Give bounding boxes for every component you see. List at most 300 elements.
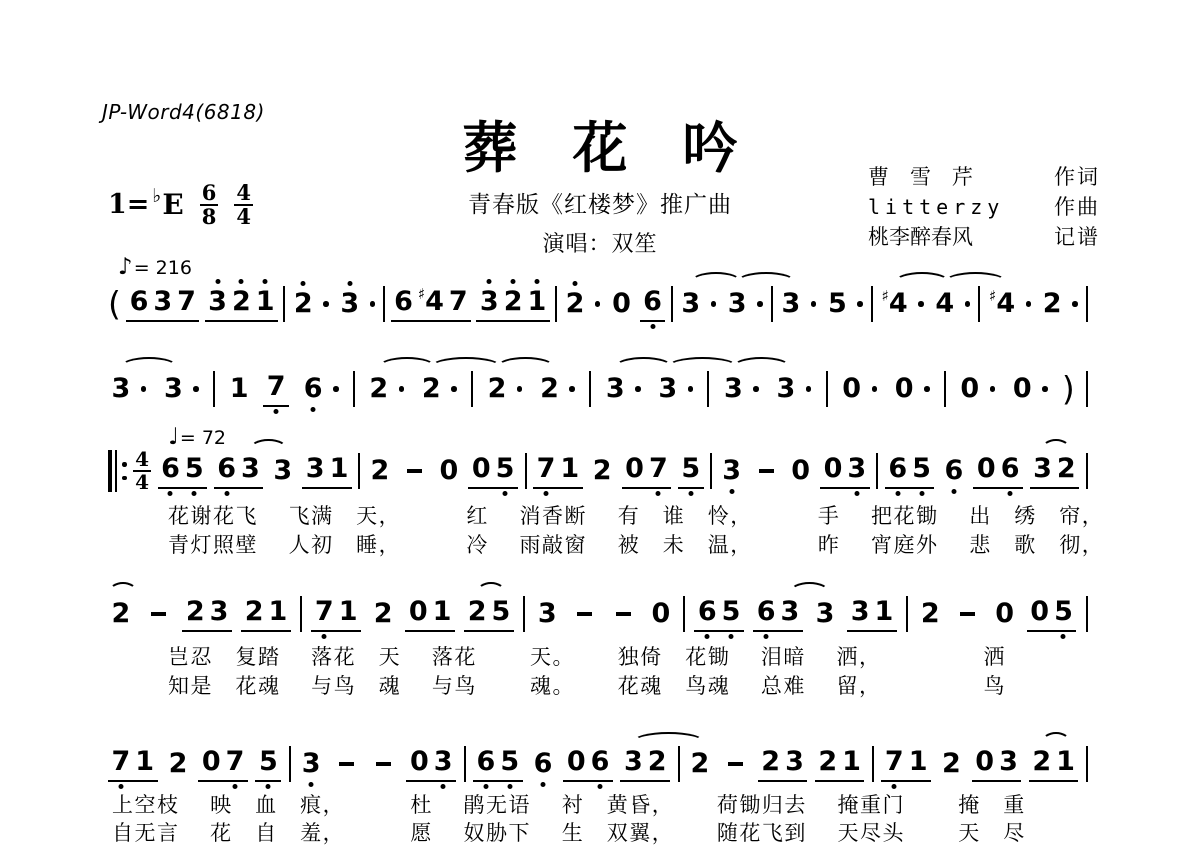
note: 6 — [304, 374, 323, 404]
duration-dash — [335, 749, 358, 779]
beam-group — [620, 747, 670, 782]
octave-dot-low — [544, 491, 549, 496]
credit-role: 记谱 — [1054, 225, 1100, 249]
augmentation-dot — [141, 386, 147, 392]
note: 2 — [487, 373, 507, 404]
rest-note: 0 — [791, 455, 811, 486]
octave-dot-low — [168, 491, 173, 496]
repeat-bar-thick — [108, 450, 112, 492]
note: 1 — [528, 287, 547, 317]
beam-group — [311, 597, 361, 632]
time-signature — [234, 182, 253, 228]
note-group — [165, 749, 191, 779]
note-group — [719, 456, 745, 486]
augmentation-dot — [451, 386, 457, 392]
beam-group — [476, 287, 549, 322]
note: 5 — [491, 595, 511, 627]
octave-dot-low — [266, 784, 271, 789]
lyric-line: 自无言 花 自 羞， 愿 奴胁下 生 双翼， 随花飞到 天尽头 天 尽 — [112, 821, 1026, 845]
note: 5 — [827, 288, 847, 319]
beam-group — [391, 284, 472, 322]
notation-system — [108, 582, 1088, 646]
note-group — [655, 374, 696, 404]
barline — [1086, 286, 1088, 322]
tie-slur-arc — [895, 272, 949, 291]
augmentation-dot — [924, 386, 930, 392]
beam-group — [694, 597, 744, 632]
note: 2 — [1032, 745, 1052, 777]
beam-group — [205, 287, 278, 322]
note: 3 — [776, 373, 796, 404]
octave-dot-low — [854, 491, 859, 496]
note: 3 — [785, 745, 804, 777]
note: 3 — [623, 745, 643, 777]
octave-dot-low — [233, 784, 238, 789]
beam-group — [533, 454, 583, 489]
octave-dot-low — [656, 491, 661, 496]
note-group — [891, 374, 932, 404]
credit-role: 作词 — [1054, 165, 1100, 189]
note: 6 — [698, 597, 717, 627]
time-sig-numerator: 4 — [135, 447, 149, 472]
barline — [523, 596, 525, 632]
note: 1 — [329, 452, 349, 484]
tie-slur-arc — [477, 582, 505, 601]
note: 6 — [945, 456, 964, 486]
note: 5 — [500, 747, 519, 777]
beam-group — [302, 454, 352, 489]
key-prefix: 1= — [108, 189, 150, 221]
note: 1 — [432, 595, 452, 627]
repeat-start-sign — [108, 450, 127, 492]
credit-row — [868, 222, 1100, 252]
octave-dot-low — [892, 784, 897, 789]
beam-group — [1027, 597, 1077, 632]
note: 2 — [818, 745, 838, 777]
rest-note: 0 — [201, 745, 221, 777]
barline — [525, 453, 527, 489]
octave-dot-low — [503, 491, 508, 496]
note: 7 — [448, 285, 468, 317]
beam-group — [241, 597, 291, 632]
beam-group — [972, 747, 1022, 782]
note: 2 — [761, 745, 781, 777]
note-group — [418, 374, 459, 404]
tie-slur-arc — [737, 272, 795, 291]
note: 3 — [164, 373, 183, 404]
credit-name: 桃李醉春风 — [868, 225, 973, 249]
note: 3 — [241, 452, 260, 484]
note: 1 — [268, 595, 288, 627]
barline — [1086, 371, 1088, 407]
note-group — [941, 456, 967, 486]
note: 3 — [781, 288, 801, 319]
note: 7 — [177, 285, 196, 317]
note-group — [609, 599, 639, 629]
duration-dash — [724, 749, 747, 779]
duration-dash — [573, 599, 596, 629]
barline — [978, 286, 980, 322]
note: 2 — [690, 748, 710, 779]
note-group — [878, 289, 927, 319]
note-group — [589, 456, 615, 486]
rest-note: 0 — [409, 745, 429, 777]
note: 2 — [244, 595, 264, 627]
note: 7 — [649, 454, 668, 484]
note: 6 — [888, 454, 907, 484]
rest-note: 0 — [960, 373, 980, 404]
barline — [589, 371, 591, 407]
notation-system — [108, 357, 1088, 421]
beam-group — [881, 747, 931, 782]
notation-system — [108, 439, 1088, 503]
beam-group — [563, 747, 613, 782]
dash — [339, 762, 354, 765]
note: 2 — [467, 595, 487, 627]
note-group — [298, 749, 324, 779]
octave-dot-low — [951, 489, 956, 494]
note: 3 — [605, 373, 625, 404]
octave-dot-low — [688, 491, 693, 496]
note: 6 — [591, 747, 610, 777]
note: 1 — [229, 373, 249, 404]
note-group — [108, 374, 149, 404]
note: 5 — [185, 454, 204, 484]
flat-icon: ♭ — [152, 184, 162, 207]
rest-note: 0 — [1012, 373, 1032, 404]
beam-group — [820, 454, 870, 489]
tie-slur-arc — [109, 582, 137, 601]
note: 2 — [421, 373, 441, 404]
beam-group — [464, 597, 514, 632]
note: 1 — [338, 595, 358, 627]
augmentation-dot — [806, 386, 812, 392]
note: 3 — [209, 595, 229, 627]
note: 3 — [1033, 452, 1052, 484]
note: 7 — [112, 747, 131, 777]
barline — [671, 286, 673, 322]
barline — [872, 746, 874, 782]
duration-dash — [403, 456, 426, 486]
note-group — [992, 599, 1018, 629]
note: 6 — [477, 747, 496, 777]
barline — [707, 371, 709, 407]
credit-name: 曹 雪 芹 — [868, 165, 973, 189]
octave-dot-high — [573, 281, 578, 286]
note-group — [331, 749, 361, 779]
octave-dot-high — [511, 279, 516, 284]
credit-row — [868, 162, 1100, 192]
note-group — [839, 374, 880, 404]
note: 6 — [394, 285, 413, 317]
octave-dot-high — [263, 279, 268, 284]
beam-group — [753, 597, 803, 632]
barline — [300, 596, 302, 632]
beam-group — [198, 747, 248, 782]
dash — [759, 469, 774, 472]
augmentation-dot — [753, 386, 759, 392]
note: 3 — [273, 455, 293, 486]
tie-slur-arc — [733, 357, 790, 376]
note-group — [367, 456, 393, 486]
octave-dot-low — [322, 634, 327, 639]
lyric-line: 花谢花飞 飞满 天， 红 消香断 有 谁 怜， 手 把花锄 出 绣 帘， — [168, 504, 1105, 528]
rest-note: 0 — [439, 455, 459, 486]
rest-note: 0 — [625, 452, 644, 484]
tie-slur-arc — [121, 357, 178, 376]
note: 3 — [724, 373, 743, 404]
note: 5 — [681, 454, 700, 484]
beam-group — [640, 287, 666, 322]
time-sig-numerator: 6 — [201, 180, 217, 205]
note: 7 — [537, 454, 556, 484]
note: 6 — [1001, 454, 1020, 484]
lyric-line: 知是 花魂 与鸟 魂 与鸟 魂。 花魂 鸟魂 总难 留， 鸟 — [168, 674, 1007, 698]
note: 3 — [111, 373, 131, 404]
note-group — [724, 289, 765, 319]
repeat-bar-thin — [115, 450, 117, 492]
note: ♯ 4 — [989, 289, 1015, 319]
beam-group — [473, 747, 523, 782]
sharp-icon: ♯ — [881, 287, 889, 305]
credits-block — [868, 162, 1100, 252]
note: 2 — [373, 598, 393, 629]
barline — [353, 371, 355, 407]
beam-group — [406, 747, 456, 782]
note: 3 — [815, 598, 835, 629]
duration-dash — [956, 599, 979, 629]
tie-slur-arc — [1042, 732, 1070, 751]
rest-note: 0 — [823, 452, 843, 484]
note-group — [530, 749, 556, 779]
beam-group — [126, 287, 199, 322]
note: 3 — [999, 745, 1018, 777]
repeat-dots — [122, 462, 127, 480]
barline — [1086, 596, 1088, 632]
note: 2 — [168, 748, 188, 779]
note-group — [609, 289, 635, 319]
octave-dot-low — [895, 491, 900, 496]
beam-group — [885, 454, 935, 489]
note: 2 — [232, 287, 251, 317]
dash — [577, 612, 592, 615]
note-group — [370, 599, 396, 629]
note: 2 — [540, 373, 559, 404]
octave-dot-low — [598, 784, 603, 789]
octave-dot-low — [1061, 634, 1066, 639]
note-group — [957, 374, 998, 404]
note-group — [773, 374, 814, 404]
time-sig-denominator: 4 — [236, 203, 251, 229]
note-group — [290, 289, 331, 319]
octave-dot-low — [1008, 491, 1013, 496]
note: 2 — [370, 455, 390, 486]
note: 3 — [850, 595, 870, 627]
note-group — [562, 289, 603, 319]
octave-dot-low — [311, 407, 316, 412]
octave-dot-low — [919, 491, 924, 496]
beam-group — [1030, 454, 1080, 489]
tempo-value: = 216 — [133, 257, 192, 279]
tie-slur-arc — [615, 357, 672, 376]
note: 3 — [305, 452, 325, 484]
tie-slur-arc — [691, 272, 741, 291]
note-group — [534, 599, 560, 629]
octave-dot-low — [650, 324, 655, 329]
performer-line: 演唱：双笙 — [542, 232, 658, 257]
note-group — [337, 289, 378, 319]
note: 5 — [259, 747, 278, 777]
octave-dot-high — [239, 279, 244, 284]
note-group — [108, 599, 134, 629]
note-group — [939, 749, 965, 779]
note: 2 — [942, 748, 961, 779]
beam-group — [678, 454, 704, 489]
note: 2 — [111, 598, 131, 629]
augmentation-dot — [711, 301, 717, 307]
duration-dash — [372, 749, 395, 779]
quarter-note-icon: ♩ — [168, 424, 179, 450]
note-group — [602, 374, 643, 404]
note-group — [678, 289, 719, 319]
note: 3 — [847, 454, 866, 484]
augmentation-dot — [323, 301, 329, 307]
octave-dot-high — [534, 279, 539, 284]
notation-system — [108, 732, 1088, 796]
beam-group — [108, 747, 158, 782]
augmentation-dot — [517, 386, 523, 392]
dash — [960, 612, 975, 615]
note: 3 — [681, 288, 701, 319]
tie-slur-arc — [668, 357, 738, 376]
rest-note: 0 — [566, 745, 586, 777]
note: ♯ 4 — [882, 289, 908, 319]
barline — [289, 746, 291, 782]
note-group — [721, 374, 762, 404]
barline — [1086, 746, 1088, 782]
note: 3 — [340, 289, 359, 319]
note: 3 — [537, 598, 557, 629]
note: 6 — [129, 285, 149, 317]
lyric-line: 岂忍 复踏 落花 天 落花 天。 独倚 花锄 泪暗 洒， 洒 — [168, 645, 1007, 669]
duration-dash — [755, 456, 778, 486]
barline — [471, 371, 473, 407]
note: 2 — [1056, 452, 1076, 484]
augmentation-dot — [918, 301, 924, 307]
rest-note: 0 — [976, 452, 996, 484]
note: 1 — [256, 287, 275, 317]
note-group — [569, 599, 599, 629]
beam-group — [468, 454, 518, 489]
rest-note: 0 — [471, 452, 491, 484]
octave-dot-high — [347, 281, 352, 286]
note: ♯ 4 — [418, 287, 444, 317]
note-group — [143, 599, 173, 629]
rest-note: 0 — [651, 598, 671, 629]
octave-dot-low — [705, 634, 710, 639]
augmentation-dot — [333, 386, 339, 392]
barline — [1086, 453, 1088, 489]
rest-note: 0 — [1030, 595, 1050, 627]
note: 2 — [920, 598, 940, 629]
note-group — [917, 599, 943, 629]
notation-system — [108, 272, 1088, 336]
time-sig-numerator: 4 — [236, 180, 251, 205]
note: 2 — [566, 289, 585, 319]
octave-dot-low — [224, 491, 229, 496]
note: 2 — [504, 287, 523, 317]
augmentation-dot — [688, 386, 694, 392]
barline — [683, 596, 685, 632]
augmentation-dot — [635, 386, 641, 392]
credit-role: 作曲 — [1054, 195, 1100, 219]
note: 6 — [534, 749, 553, 779]
beam-group — [158, 454, 208, 489]
rest-note: 0 — [408, 595, 428, 627]
rest-note: 0 — [842, 373, 862, 404]
octave-dot-low — [729, 634, 734, 639]
note: 3 — [153, 285, 173, 317]
augmentation-dot — [757, 301, 763, 307]
key-tonic: E — [162, 188, 184, 222]
barline — [464, 746, 466, 782]
song-subtitle: 青春版《红楼梦》推广曲 — [468, 192, 732, 218]
note-group — [270, 456, 296, 486]
octave-dot-high — [215, 279, 220, 284]
barline — [213, 371, 215, 407]
note-group — [986, 289, 1035, 319]
note: 3 — [658, 373, 678, 404]
octave-dot-low — [764, 634, 769, 639]
note: 3 — [780, 595, 800, 627]
octave-dot-high — [301, 281, 306, 286]
octave-dot-low — [192, 491, 197, 496]
barline — [944, 371, 946, 407]
note: 6 — [757, 597, 776, 627]
rest-note: 0 — [894, 373, 914, 404]
augmentation-dot — [1026, 301, 1032, 307]
note-group — [648, 599, 674, 629]
octave-dot-low — [540, 782, 545, 787]
watermark-text: JP-Word4(6818) — [102, 100, 265, 124]
tie-slur-arc — [250, 439, 286, 458]
augmentation-dot — [370, 301, 376, 307]
beam-group — [1029, 747, 1079, 782]
note: 7 — [885, 747, 904, 777]
note-group — [484, 374, 525, 404]
duration-dash — [612, 599, 635, 629]
time-sig-denominator: 4 — [135, 470, 149, 494]
note: 2 — [294, 289, 313, 319]
dash — [407, 469, 422, 472]
note: 3 — [722, 456, 741, 486]
parenthesis: ( — [108, 284, 121, 323]
dash — [728, 762, 743, 765]
note-group — [161, 374, 202, 404]
note-group — [366, 374, 407, 404]
barline — [710, 453, 712, 489]
note: 5 — [722, 597, 741, 627]
note: 1 — [1056, 745, 1075, 777]
time-sig-denominator: 8 — [201, 203, 217, 229]
tie-slur-arc — [379, 357, 436, 376]
credit-row — [868, 192, 1100, 222]
tie-slur-arc — [945, 272, 1006, 291]
augmentation-dot — [569, 386, 575, 392]
tempo-value: = 72 — [179, 427, 226, 449]
rest-note: 0 — [995, 598, 1015, 629]
augmentation-dot — [1072, 301, 1078, 307]
